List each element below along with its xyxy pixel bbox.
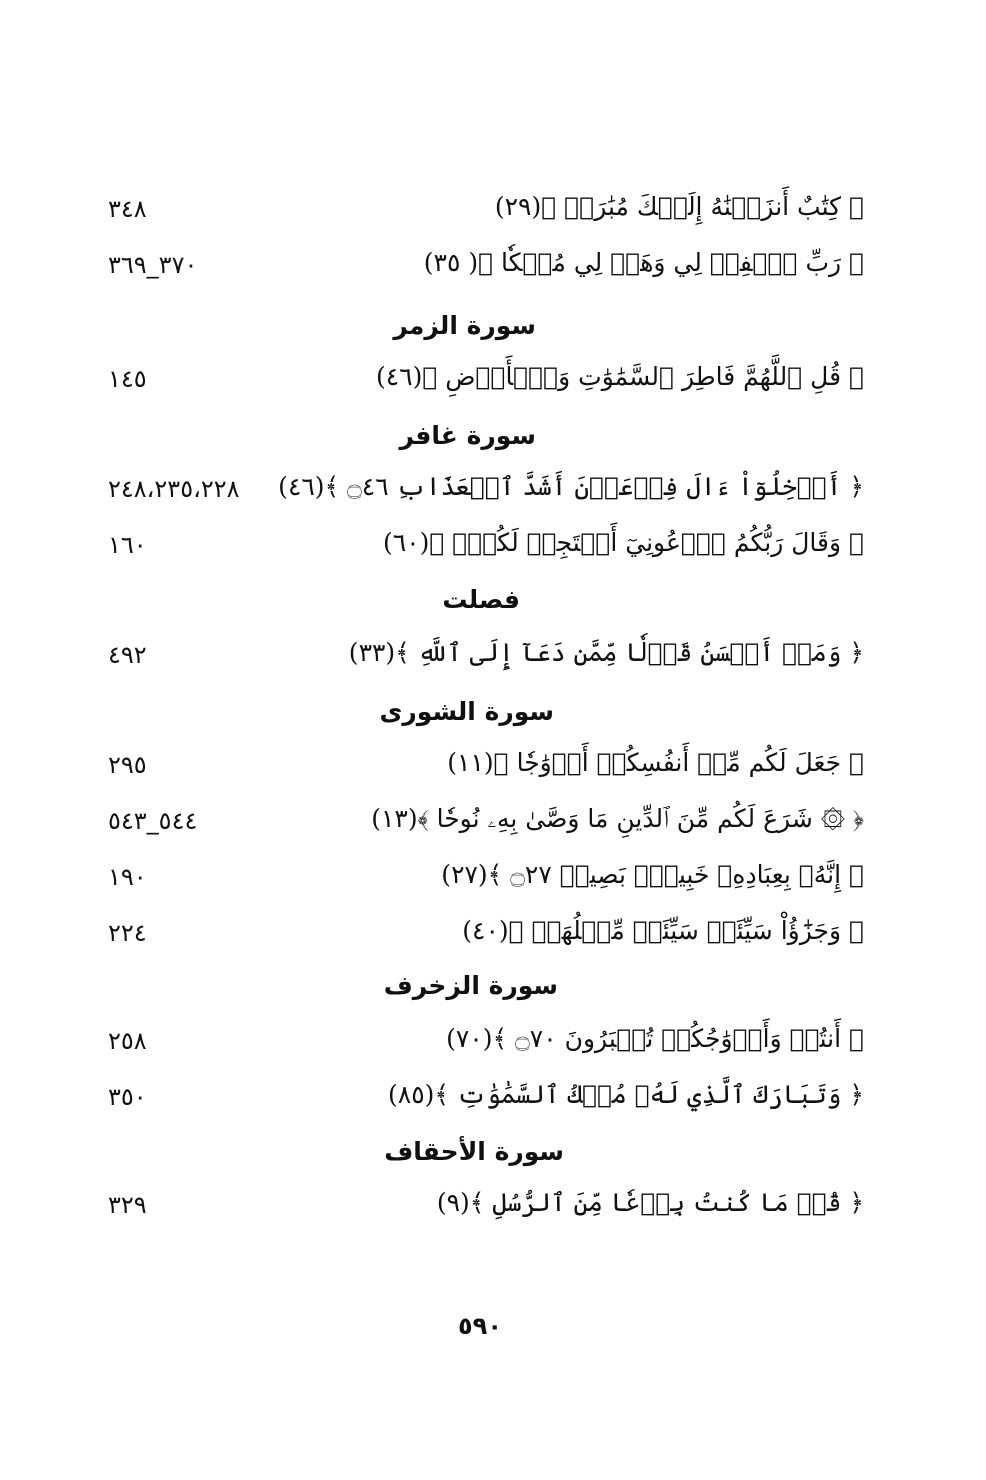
index-row (0, 518, 986, 568)
surah-heading-shura: سورة الشورى (379, 697, 554, 726)
page-number: ٥٩٠ (458, 1312, 502, 1340)
index-row (0, 628, 986, 678)
index-row (0, 1014, 986, 1064)
index-row (0, 238, 986, 288)
page-reference: ٣٧٠_٣٦٩ (108, 251, 198, 279)
surah-heading-zukhruf: سورة الزخرف (383, 971, 558, 1000)
verse-text: ﴿ أَنتُمۡ وَأَزۡوَٰجُكُمۡ تُحۡبَرُونَ ۝٧٠ ﴾(٧٠) (446, 1024, 864, 1053)
index-row (0, 738, 986, 788)
surah-heading-ghafir: سورة غافر (399, 421, 536, 450)
index-row (0, 850, 986, 900)
page-reference: ٢٢٤ (108, 919, 147, 947)
page-reference: ٣٤٨ (108, 195, 147, 223)
page-reference: ٤٩٢ (108, 641, 147, 669)
verse-text: ﴿ وَمَنۡ أَحۡسَنُ قَوۡلٗا مِّمَّن دَعَآ إِلَى ٱللَّهِ ﴾(٣٣) (348, 638, 864, 667)
verse-text: ﴿ جَعَلَ لَكُم مِّنۡ أَنفُسِكُمۡ أَزۡوَٰجٗا ﴾(١١) (447, 748, 864, 777)
verse-text: ﴿ إِنَّهُۥ بِعِبَادِهِۦ خَبِيرُۢ بَصِيرٞ ۝٢٧ ﴾(٢٧) (441, 860, 864, 889)
index-row (0, 906, 986, 956)
page-reference: ٢٤٨،٢٣٥،٢٢٨ (108, 475, 240, 503)
page-reference: ٥٤٤_٥٤٣ (108, 807, 198, 835)
index-row (0, 352, 986, 402)
verse-text: ﴿ ۞ شَرَعَ لَكُم مِّنَ ٱلدِّينِ مَا وَصَّىٰ بِهِۦ نُوحٗا ﴾(١٣) (371, 804, 864, 833)
page-reference: ١٩٠ (108, 863, 147, 891)
page-reference: ٣٢٩ (108, 1191, 147, 1219)
verse-text: ﴿ وَتَبَارَكَ ٱلَّذِي لَهُۥ مُلۡكُ ٱلسَّمَٰوَٰتِ ﴾(٨٥) (388, 1080, 864, 1109)
page-reference: ١٦٠ (108, 531, 147, 559)
verse-text: ﴿ رَبِّ ٱغۡفِرۡ لِي وَهَبۡ لِي مُلۡكٗا ﴾( ٣٥) (423, 248, 864, 277)
index-row (0, 182, 986, 232)
index-row (0, 462, 986, 512)
page-reference: ٣٥٠ (108, 1083, 147, 1111)
verse-text: ﴿ قُلِ ٱللَّهُمَّ فَاطِرَ ٱلسَّمَٰوَٰتِ وَٱلۡأَرۡضِ ﴾(٤٦) (375, 362, 864, 391)
verse-text: ﴿ أَدۡخِلُوٓاْ ءَالَ فِرۡعَوۡنَ أَشَدَّ ٱلۡعَذَابِ ۝٤٦ ﴾(٤٦) (278, 472, 864, 501)
verse-text: ﴿ قُلۡ مَا كُنتُ بِدۡعٗا مِّنَ ٱلرُّسُلِ ﴾(٩) (436, 1188, 864, 1217)
surah-heading-zumar: سورة الزمر (393, 311, 536, 340)
page-reference: ٢٩٥ (108, 751, 147, 779)
index-row (0, 1070, 986, 1120)
index-row (0, 794, 986, 844)
surah-heading-ahqaf: سورة الأحقاف (384, 1137, 564, 1166)
surah-heading-fussilat: فصلت (442, 585, 520, 614)
index-row (0, 1178, 986, 1228)
verse-text: ﴿ وَجَزَٰٓؤُاْ سَيِّئَةٖ سَيِّئَةٞ مِّثۡلُهَاۖ ﴾(٤٠) (462, 916, 864, 945)
page-reference: ١٤٥ (108, 365, 147, 393)
verse-text: ﴿ كِتَٰبٌ أَنزَلۡنَٰهُ إِلَيۡكَ مُبَٰرَكٞ ﴾(٢٩) (494, 192, 864, 221)
page-reference: ٢٥٨ (108, 1027, 147, 1055)
verse-text: ﴿ وَقَالَ رَبُّكُمُ ٱدۡعُونِيٓ أَسۡتَجِبۡ لَكُمۡۚ ﴾(٦٠) (382, 528, 864, 557)
